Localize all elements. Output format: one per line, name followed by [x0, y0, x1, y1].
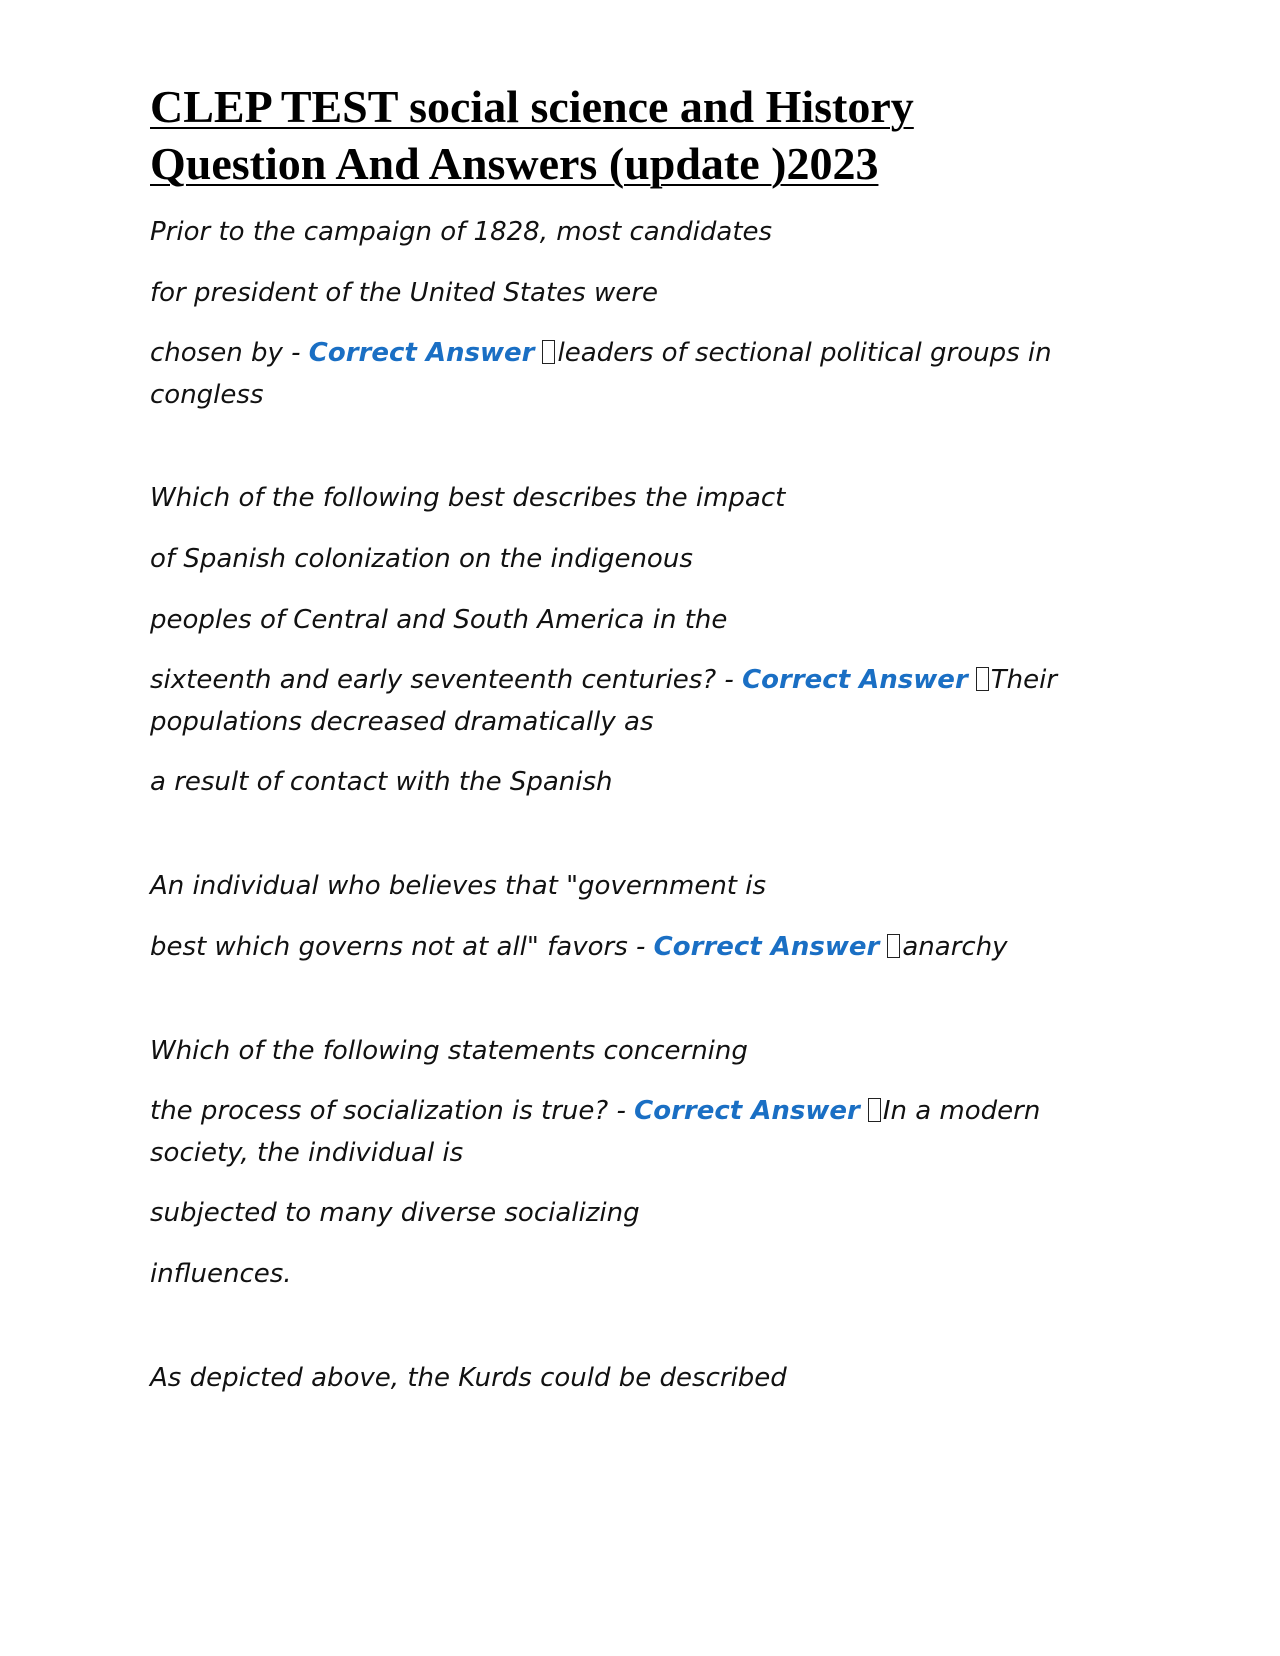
question-line: Which of the following statements concerning — [150, 1036, 748, 1066]
qa-item-1 — [150, 210, 1090, 416]
answer-line: a result of contact with the Spanish — [150, 767, 613, 797]
answer-line: subjected to many diverse socializing — [150, 1198, 640, 1228]
separator: - — [608, 1096, 635, 1126]
question-line: An individual who believes that "government is — [150, 871, 767, 901]
question-line: of Spanish colonization on the indigenous — [150, 544, 693, 574]
question-line: As depicted above, the Kurds could be described — [150, 1363, 787, 1393]
box-icon — [887, 934, 900, 958]
question-answer-line — [150, 925, 1090, 969]
separator: - — [627, 932, 654, 962]
question-line: best which governs not at all" favors — [150, 932, 628, 962]
answer-text: anarchy — [902, 932, 1008, 962]
question-line: Prior to the campaign of 1828, most candidates — [150, 217, 773, 247]
document-title — [150, 78, 1090, 192]
correct-answer-label: Correct Answer — [634, 1096, 860, 1126]
question-line: sixteenth and early seventeenth centuries? — [150, 665, 717, 695]
separator: - — [716, 665, 743, 695]
qa-item-3 — [150, 864, 1090, 969]
document-page — [150, 78, 1090, 1417]
box-icon — [868, 1098, 881, 1122]
qa-item-2 — [150, 476, 1090, 804]
box-icon — [542, 340, 555, 364]
correct-answer-label: Correct Answer — [308, 338, 535, 368]
question-answer-line — [150, 332, 1090, 416]
correct-answer-label: Correct Answer — [653, 932, 880, 962]
correct-answer-label: Correct Answer — [742, 665, 968, 695]
question-line: for president of the United States were — [150, 278, 658, 308]
answer-line: influences. — [150, 1259, 292, 1289]
qa-item-4 — [150, 1029, 1090, 1296]
title-line-2: Question And Answers (update )2023 — [150, 138, 879, 189]
question-answer-line — [150, 1090, 1090, 1174]
answer-text: Their populations decreased dramatically as — [150, 665, 1058, 737]
question-answer-line — [150, 659, 1090, 743]
title-line-1: CLEP TEST social science and History — [150, 81, 914, 132]
answer-text: In a modern society, the individual is — [150, 1096, 1041, 1168]
question-line: Which of the following best describes the impact — [150, 483, 786, 513]
separator: - — [282, 338, 309, 368]
qa-item-5 — [150, 1356, 1090, 1400]
answer-text: leaders of sectional political groups in congless — [150, 338, 1052, 410]
question-line: the process of socialization is true? — [150, 1096, 609, 1126]
question-line: peoples of Central and South America in the — [150, 605, 728, 635]
question-line: chosen by — [150, 338, 283, 368]
box-icon — [976, 667, 989, 691]
